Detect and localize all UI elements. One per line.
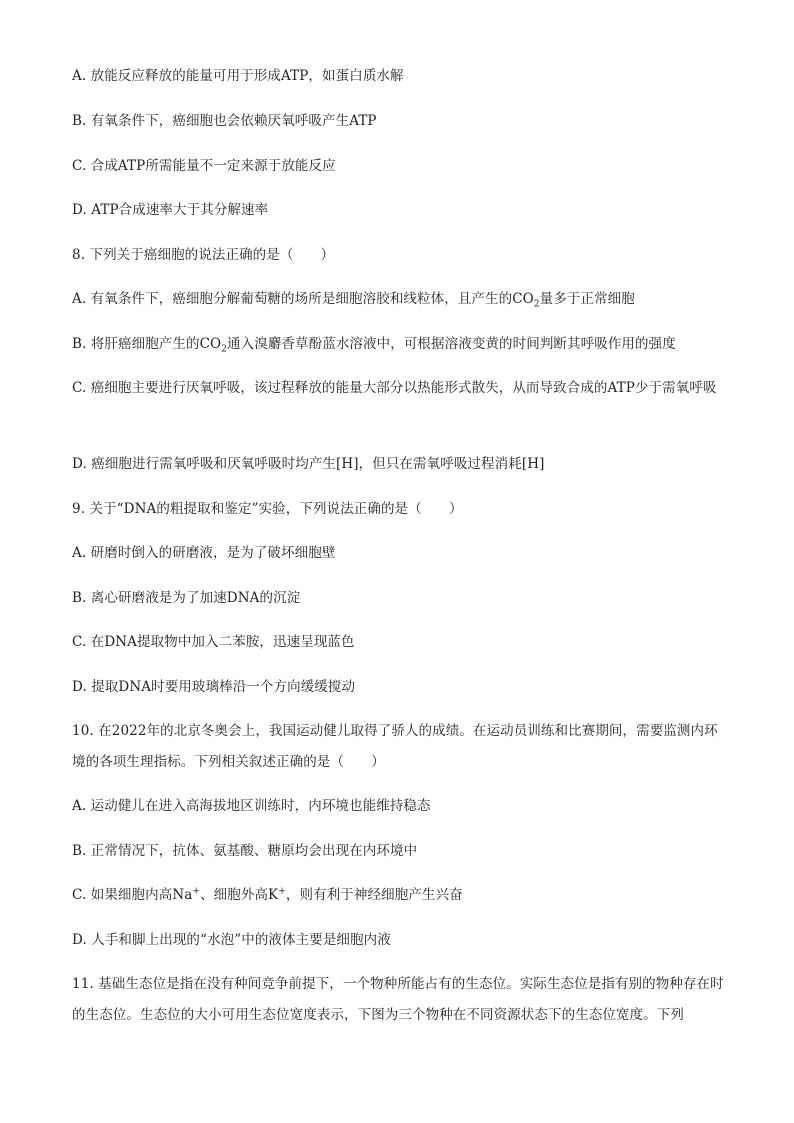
q8-option-b-subscript: 2	[221, 344, 228, 355]
question-11-stem: 11. 基础生态位是指在没有种间竞争前提下，一个物种所能占有的生态位。实际生态位是指有别的物种存在时的生态位。生态位的大小可用生态位宽度表示，下图为三个物种在不同资源状态下的生态位宽度。下列	[72, 976, 724, 1023]
q9-option-c: C. 在DNA提取物中加入二苯胺，迅速呈现蓝色	[72, 634, 355, 650]
q7-option-a: A. 放能反应释放的能量可用于形成ATP，如蛋白质水解	[72, 68, 404, 84]
question-10-stem: 10. 在2022年的北京冬奥会上，我国运动健儿取得了骄人的成绩。在运动员训练和比赛期间，需要监测内环境的各项生理指标。下列相关叙述正确的是（ ）	[72, 723, 718, 770]
q9-option-b: B. 离心研磨液是为了加速DNA的沉淀	[72, 590, 301, 606]
q8-option-b-text-end: 通入溴麝香草酚蓝水溶液中，可根据溶液变黄的时间判断其呼吸作用的强度	[227, 336, 676, 352]
q9-option-a: A. 研磨时倒入的研磨液，是为了破坏细胞壁	[72, 545, 336, 561]
q8-option-c: C. 癌细胞主要进行厌氧呼吸，该过程释放的能量大部分以热能形式散失，从而导致合成的ATP少于需氧呼吸	[72, 380, 717, 396]
q8-option-b	[72, 335, 724, 353]
q8-option-b-text: B. 将肝癌细胞产生的CO	[72, 336, 222, 352]
q7-option-d: D. ATP合成速率大于其分解速率	[72, 202, 269, 218]
q7-option-b: B. 有氧条件下，癌细胞也会依赖厌氧呼吸产生ATP	[72, 113, 377, 129]
q8-option-a-text-end: 量多于正常细胞	[539, 291, 635, 307]
q10-option-b: B. 正常情况下，抗体、氨基酸、糖原均会出现在内环境中	[72, 843, 418, 859]
q8-option-a	[72, 290, 724, 308]
q10-option-c-text: C. 如果细胞内高Na	[72, 887, 193, 903]
q7-option-c: C. 合成ATP所需能量不一定来源于放能反应	[72, 158, 336, 174]
question-9-stem: 9. 关于“DNA的粗提取和鉴定”实验，下列说法正确的是（ ）	[72, 501, 463, 517]
question-8-stem: 8. 下列关于癌细胞的说法正确的是（ ）	[72, 247, 335, 263]
q8-option-a-subscript: 2	[533, 299, 540, 310]
q10-option-c-superscript-1: +	[192, 886, 201, 897]
q10-option-c-text-end: ，则有利于神经细胞产生兴奋	[285, 887, 463, 903]
q8-option-d: D. 癌细胞进行需氧呼吸和厌氧呼吸时均产生[H]，但只在需氧呼吸过程消耗[H]	[72, 456, 545, 472]
q9-option-d: D. 提取DNA时要用玻璃棒沿一个方向缓缓搅动	[72, 679, 356, 695]
q10-option-d: D. 人手和脚上出现的“水泡”中的液体主要是细胞内液	[72, 932, 391, 948]
q8-option-a-text: A. 有氧条件下，癌细胞分解葡萄糖的场所是细胞溶胶和线粒体，且产生的CO	[72, 291, 534, 307]
q10-option-c-text-mid: 、细胞外高K	[200, 887, 279, 903]
q10-option-c	[72, 886, 724, 904]
q10-option-c-superscript-2: +	[278, 886, 286, 897]
q10-option-a: A. 运动健儿在进入高海拔地区训练时，内环境也能维持稳态	[72, 798, 431, 814]
